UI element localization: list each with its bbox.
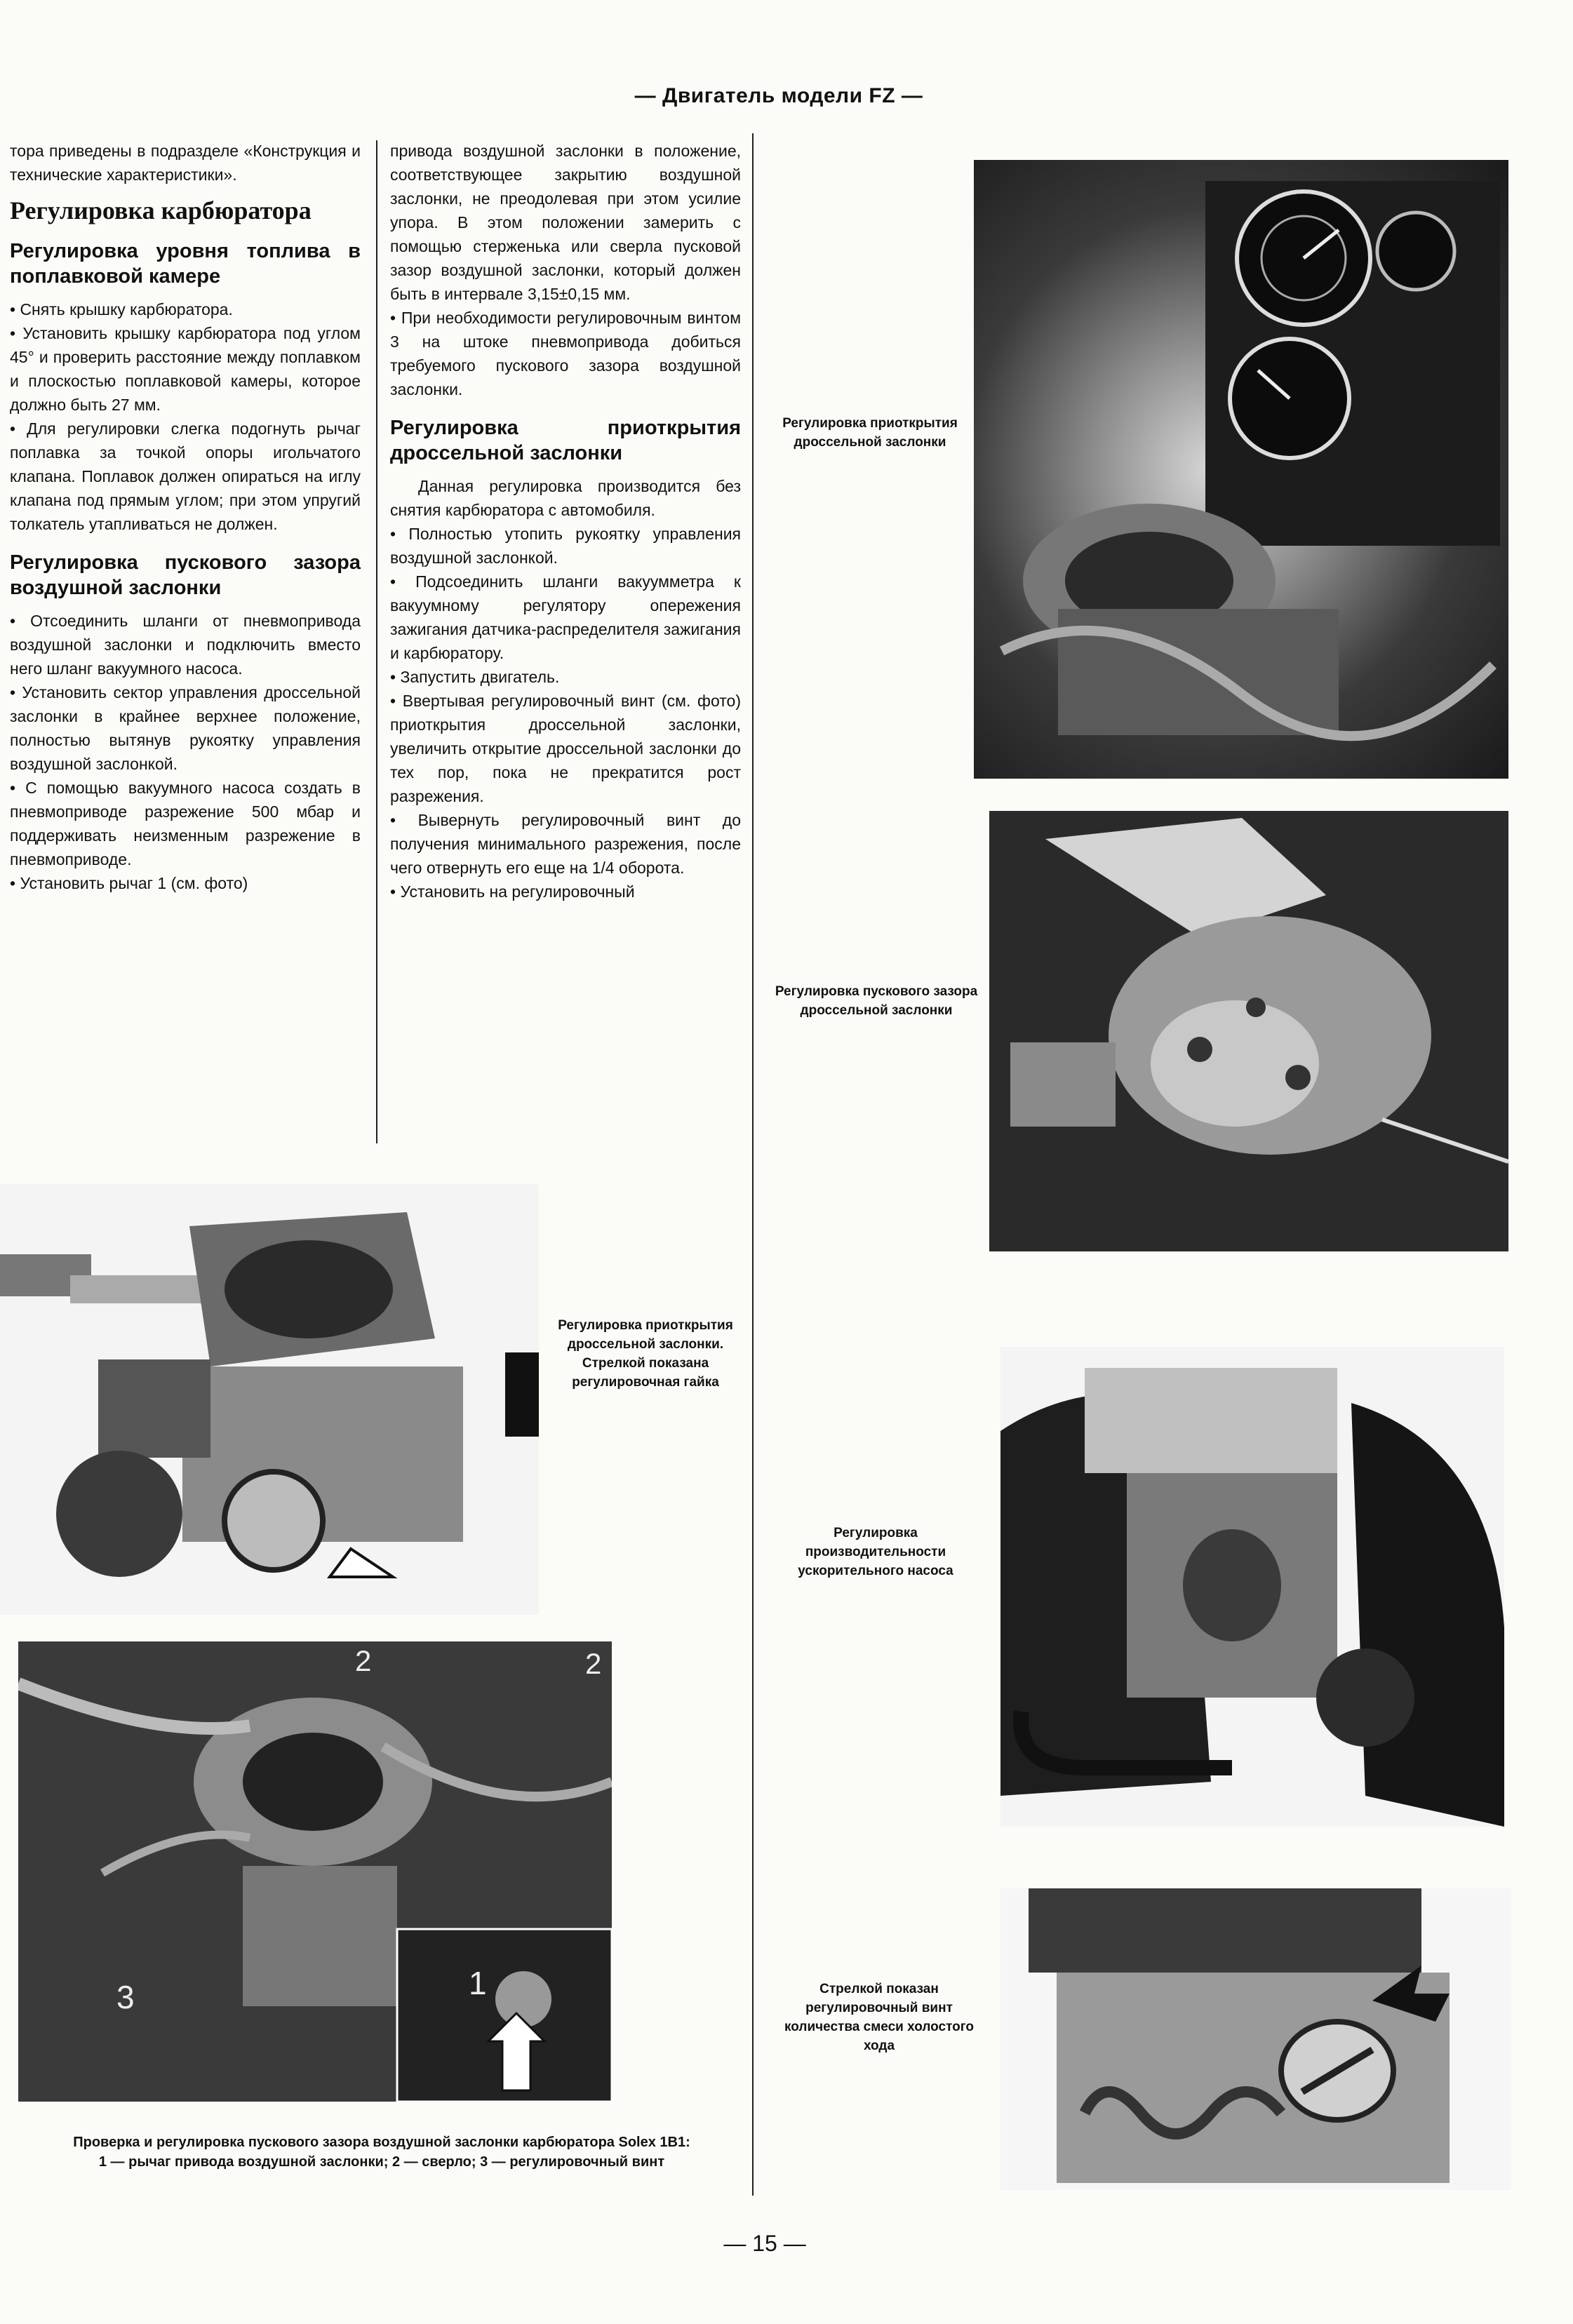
figure-caption	[10, 2132, 754, 2172]
list-item: • С помощью вакуумного насоса создать в пневмоприводе разрежение 500 мбар и поддерживать неизменным разрежение в пневмоприводе.	[10, 779, 361, 868]
photo-caption: Регулировка пускового зазора дроссельной заслонки	[775, 984, 978, 1018]
photo-caption: Стрелкой показан регулировочный винт количества смеси холостого хода	[784, 1982, 974, 2053]
page-number: — 15 —	[723, 2231, 806, 2256]
text-column-left	[10, 139, 361, 895]
figure-caption-legend: 1 — рычаг привода воздушной заслонки; 2 — сверло; 3 — регулировочный винт	[98, 2154, 665, 2170]
list-item: • Запустить двигатель.	[390, 668, 560, 686]
photo-start-gap-adjust	[989, 811, 1508, 1251]
photo-caption: Регулировка производительности ускорительного насоса	[798, 1526, 953, 1578]
list-item: • Полностью утопить рукоятку управления воздушной заслонкой.	[390, 525, 741, 567]
subheading-throttle: Регулировка приоткрытия дроссельной заслонки	[390, 417, 741, 464]
list-item: • Снять крышку карбюратора.	[10, 300, 233, 318]
subheading-start-gap: Регулировка пускового зазора воздушной заслонки	[10, 551, 361, 599]
list-item: • Установить на регулировочный	[390, 882, 635, 901]
figure-caption-title: Проверка и регулировка пускового зазора воздушной заслонки карбюратора Solex 1B1:	[73, 2135, 690, 2150]
list-item: • Для регулировки слегка подогнуть рычаг поплавка за точкой опоры игольчатого клапана. Поплавок должен опираться на иглу клапана под прямым углом; при этом упругий толкатель утапливаться не должен.	[10, 419, 361, 533]
photo-label-2: 2	[355, 1644, 372, 1677]
photo-caption: Регулировка приоткрытия дроссельной заслонки. Стрелкой показана регулировочная гайка	[558, 1318, 733, 1390]
subheading-float-level: Регулировка уровня топлива в поплавковой камере	[10, 240, 361, 288]
photo-accelerator-pump	[1000, 1347, 1504, 1827]
text-column-middle	[390, 139, 741, 904]
section-heading-carburetor: Регулировка карбюратора	[10, 196, 312, 224]
list-item: • Установить крышку карбюратора под углом 45° и проверить расстояние между поплавком и плоскостью поплавковой камеры, которое должно быть 27 мм.	[10, 324, 361, 414]
list-item: • Подсоединить шланги вакуумметра к вакуумному регулятору опережения зажигания датчика-распределителя зажигания и карбюратору.	[390, 572, 741, 662]
running-header: — Двигатель модели FZ —	[634, 84, 923, 107]
photo-caption: Регулировка приоткрытия дроссельной заслонки	[782, 416, 958, 450]
list-item: • При необходимости регулировочным винтом 3 на штоке пневмопривода добиться требуемого пускового зазора воздушной заслонки.	[390, 309, 741, 398]
list-item: • Установить рычаг 1 (см. фото)	[10, 874, 248, 892]
intro-paragraph: тора приведены в подразделе «Конструкция и технические характеристики».	[10, 142, 361, 184]
throttle-intro: Данная регулировка производится без снятия карбюратора с автомобиля.	[390, 477, 741, 519]
photo-label-3: 3	[116, 1979, 135, 2015]
photo-carburetor-throttle-nut	[0, 1184, 539, 1615]
photo-idle-mixture-screw	[1000, 1888, 1511, 2190]
list-item: • Вывернуть регулировочный винт до получения минимального разрежения, после чего отвернуть его еще на 1/4 оборота.	[390, 811, 741, 877]
column-divider	[752, 133, 754, 2196]
photo-vacuum-gauge-carburetor	[974, 160, 1508, 779]
photo-solex-start-gap	[18, 1641, 612, 2102]
list-item: • Отсоединить шланги от пневмопривода воздушной заслонки и подключить вместо него шланг вакуумного насоса.	[10, 612, 361, 678]
photo-label-2-upper: 2	[585, 1647, 602, 1680]
continued-paragraph: привода воздушной заслонки в положение, соответствующее закрытию воздушной заслонки, не преодолевая при этом усилие упора. В этом положении замерить с помощью стерженька или сверла пусковой зазор воздушной заслонки, который должен быть в интервале 3,15±0,15 мм.	[390, 142, 741, 303]
photo-label-1: 1	[469, 1965, 487, 2001]
list-item: • Ввертывая регулировочный винт (см. фото) приоткрытия дроссельной заслонки, увеличить открытие дроссельной заслонки до тех пор, пока не прекратится рост разрежения.	[390, 692, 741, 805]
column-divider	[376, 140, 377, 1143]
list-item: • Установить сектор управления дроссельной заслонки в крайнее верхнее положение, полностью вытянув рукоятку управления воздушной заслонкой.	[10, 683, 361, 773]
